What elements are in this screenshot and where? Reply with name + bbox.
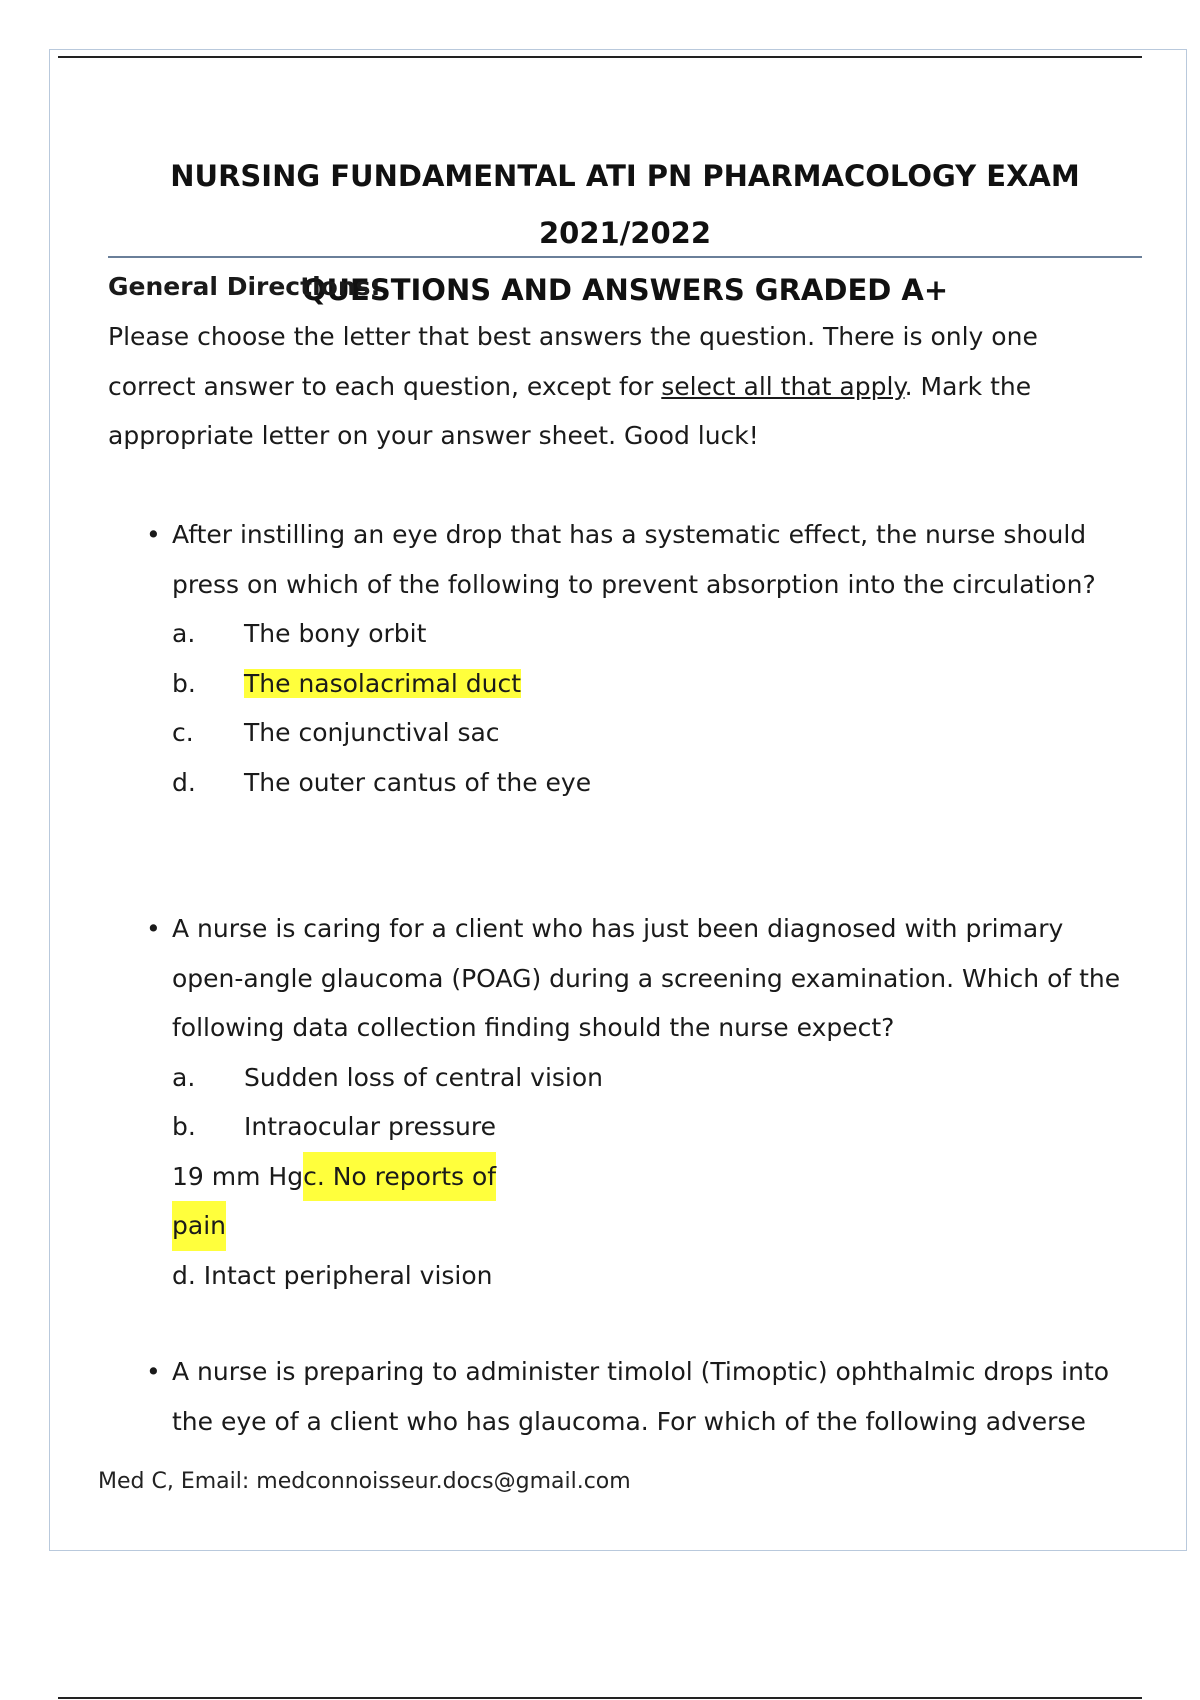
option-text: Sudden loss of central vision bbox=[244, 1062, 604, 1092]
directions-part-2: . Mark the appropriate letter on your answer sheet. Good luck! bbox=[108, 371, 1032, 450]
directions-part-1: Please choose the letter that best answers the question. There is only one correct answer to each question, except for bbox=[108, 322, 1038, 401]
option-b bbox=[172, 659, 1136, 709]
option-text: Intraocular pressure bbox=[244, 1112, 496, 1141]
question-3 bbox=[146, 1347, 1136, 1446]
question-2-text: A nurse is caring for a client who has just been diagnosed with primary open-angle glaucoma (POAG) during a screening examination. Which of the following data collection finding should the nurse expect? bbox=[172, 914, 1121, 1042]
bullet-icon: • bbox=[146, 914, 161, 943]
option-letter: c. bbox=[172, 718, 194, 747]
highlighted-answer-continued: pain bbox=[172, 1201, 226, 1251]
question-3-text: A nurse is preparing to administer timolol (Timoptic) ophthalmic drops into the eye of a client who has glaucoma. For which of the following adverse bbox=[172, 1357, 1110, 1436]
option-c bbox=[172, 708, 1136, 758]
option-d bbox=[172, 1251, 1136, 1301]
question-2 bbox=[146, 904, 1136, 1300]
top-rule bbox=[58, 56, 1142, 58]
bottom-rule bbox=[58, 1697, 1142, 1699]
option-b-continuation bbox=[172, 1152, 1136, 1202]
option-text: The outer cantus of the eye bbox=[244, 767, 592, 797]
option-text: The bony orbit bbox=[244, 619, 427, 648]
footer-contact: Med C, Email: medconnoisseur.docs@gmail.com bbox=[98, 1469, 631, 1494]
option-letter: b. bbox=[172, 668, 196, 698]
title-line-1: NURSING FUNDAMENTAL ATI PN PHARMACOLOGY EXAM 2021/2022 bbox=[170, 159, 1080, 250]
directions-heading: General Directions: bbox=[108, 272, 381, 301]
title-line-2: QUESTIONS AND ANSWERS GRADED A+ bbox=[301, 273, 949, 307]
option-c-continuation bbox=[172, 1201, 1136, 1251]
option-b bbox=[172, 1102, 1136, 1152]
bullet-icon: • bbox=[146, 520, 161, 549]
highlighted-answer: c. No reports of bbox=[303, 1152, 496, 1202]
option-letter: a. bbox=[172, 1062, 196, 1092]
option-a bbox=[172, 1053, 1136, 1103]
title-divider bbox=[108, 256, 1142, 258]
directions-text bbox=[108, 312, 1118, 461]
select-all-that-apply: select all that apply bbox=[661, 371, 905, 401]
option-text: d. Intact peripheral vision bbox=[172, 1260, 493, 1290]
option-text: The conjunctival sac bbox=[244, 718, 500, 747]
highlighted-answer: The nasolacrimal duct bbox=[244, 668, 521, 698]
option-letter: b. bbox=[172, 1112, 196, 1141]
option-letter: a. bbox=[172, 619, 196, 648]
question-1-options bbox=[172, 609, 1136, 807]
question-1-text: After instilling an eye drop that has a systematic effect, the nurse should press on which of the following to prevent absorption into the circulation? bbox=[172, 520, 1096, 599]
option-continuation: 19 mm Hg bbox=[172, 1161, 304, 1191]
question-2-options bbox=[172, 1053, 1136, 1301]
question-1 bbox=[146, 510, 1136, 807]
option-a bbox=[172, 609, 1136, 659]
option-d bbox=[172, 758, 1136, 808]
option-letter: d. bbox=[172, 767, 196, 797]
bullet-icon: • bbox=[146, 1357, 161, 1386]
